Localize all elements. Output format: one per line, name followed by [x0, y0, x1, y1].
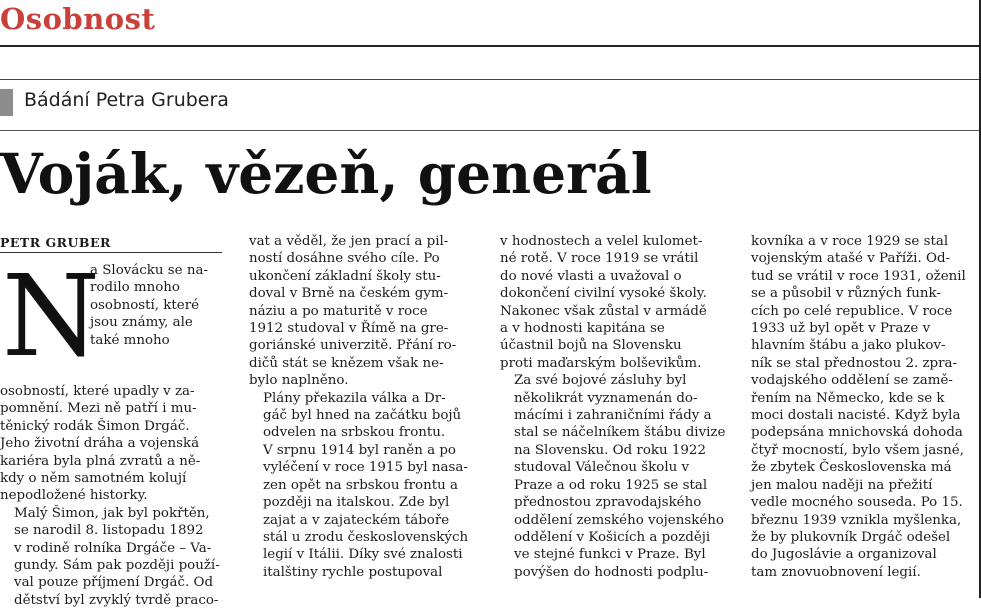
- text-line: stal se náčelníkem štábu divize: [514, 425, 726, 441]
- text-line: těnický rodák Šimon Drgáč.: [0, 418, 190, 434]
- text-line: kovníka a v roce 1929 se stal: [751, 234, 949, 249]
- paragraph-1-rest: [0, 383, 222, 505]
- text-line: zen opět na srbskou frontu a: [263, 477, 458, 493]
- text-line: 1933 už byl opět v Praze v: [751, 321, 931, 337]
- text-line: kdy o něm samotném kolují: [0, 471, 187, 487]
- text-line: osobností, které: [90, 297, 200, 313]
- text-line: a Slovácku se na-: [90, 263, 208, 278]
- text-line: ník se stal přednostou 2. zpra-: [751, 355, 958, 371]
- text-line: dokončení civilní vysoké školy.: [500, 286, 707, 302]
- text-line: březnu 1939 vznikla myšlenka,: [751, 512, 962, 528]
- top-rule: [0, 45, 979, 47]
- text-line: hlavním štábu a jako plukov-: [751, 338, 946, 354]
- text-line: moci dostali nacisté. Když byla: [751, 408, 961, 424]
- text-line: Malý Šimon, jak byl pokřtěn,: [14, 505, 210, 521]
- article-column-2: [249, 233, 471, 581]
- text-line: Praze a od roku 1925 se stal: [514, 477, 708, 493]
- text-line: vojenským atašé v Paříži. Od-: [751, 251, 951, 267]
- text-line: ukončení základní školy stu-: [249, 268, 441, 284]
- section-title: Osobnost: [0, 2, 156, 36]
- article-column-3: [500, 233, 726, 581]
- text-line: pomnění. Mezi ně patří i mu-: [0, 401, 197, 417]
- text-line: dičů stát se knězem však ne-: [249, 355, 444, 371]
- paragraph-6: [500, 372, 726, 581]
- text-line: do Jugoslávie a organizoval: [751, 547, 937, 563]
- text-line: oddělení v Košicích a později: [514, 529, 711, 545]
- rubric-title: Bádání Petra Grubera: [24, 89, 229, 111]
- text-line: proti maďarským bolševikům.: [500, 355, 702, 371]
- text-line: kariéra byla plná zvratů a ně-: [0, 453, 201, 469]
- text-line: vodajského oddělení se zamě-: [751, 373, 953, 389]
- thin-rule: [0, 79, 979, 80]
- text-line: studoval Válečnou školu v: [514, 460, 690, 476]
- text-line: mácími i zahraničními řády a: [514, 408, 712, 424]
- text-line: né rotě. V roce 1919 se vrátil: [500, 251, 699, 267]
- text-line: do nové vlasti a uvažoval o: [500, 268, 682, 284]
- text-line: doval v Brně na českém gym-: [249, 286, 449, 302]
- text-line: že zbytek Československa má: [751, 460, 952, 476]
- article-headline: Voják, vězeň, generál: [0, 141, 652, 206]
- text-line: účastnil bojů na Slovensku: [500, 338, 682, 354]
- text-line: tud se vrátil v roce 1931, oženil: [751, 268, 966, 284]
- text-line: ve stejné funkci v Praze. Byl: [514, 547, 706, 563]
- text-line: několikrát vyznamenán do-: [514, 390, 698, 406]
- text-line: stál u zrodu československých: [263, 529, 469, 545]
- text-line: dětství byl zvyklý tvrdě praco-: [14, 592, 219, 608]
- text-line: italštiny rychle postupoval: [263, 564, 443, 580]
- text-line: v hodnostech a velel kulomet-: [500, 234, 703, 249]
- article-column-4: [751, 233, 973, 581]
- text-line: cích po celé republice. V roce: [751, 303, 953, 319]
- text-line: podepsána mnichovská dohoda: [751, 425, 963, 441]
- text-line: gáč byl hned na začátku bojů: [263, 408, 462, 424]
- text-line: se narodil 8. listopadu 1892: [14, 523, 204, 539]
- text-line: Nakonec však zůstal v armádě: [500, 303, 707, 319]
- text-line: jsou známy, ale: [90, 315, 193, 331]
- text-line: se a působil v různých funk-: [751, 286, 941, 302]
- text-line: oddělení zemského vojenského: [514, 512, 724, 528]
- text-line: náziu a po maturitě v roce: [249, 303, 428, 319]
- text-line: Jeho životní dráha a vojenská: [0, 436, 200, 452]
- text-line: také mnoho: [90, 332, 170, 348]
- text-line: Plány překazila válka a Dr-: [263, 390, 446, 406]
- text-line: v rodině rolníka Drgáče – Va-: [14, 540, 212, 556]
- text-line: a v hodnosti kapitána se: [500, 321, 665, 337]
- text-line: bylo naplněno.: [249, 373, 349, 389]
- text-line: později na italskou. Zde byl: [263, 495, 450, 511]
- headline-rule: [0, 130, 979, 131]
- paragraph-7: [751, 233, 973, 581]
- dropcap-block: [0, 252, 222, 383]
- text-line: osobností, které upadly v za-: [0, 384, 195, 399]
- text-line: čtyř mocností, bylo všem jasné,: [751, 442, 964, 458]
- text-line: rodilo mnoho: [90, 280, 180, 296]
- text-line: val pouze příjmení Drgáč. Od: [14, 575, 214, 591]
- text-line: nepodložené historky.: [0, 488, 148, 504]
- paragraph-2: [0, 505, 222, 609]
- text-line: legií v Itálii. Díky své znalosti: [263, 547, 463, 563]
- paragraph-3: [249, 233, 471, 390]
- text-line: řením na Německo, kde se k: [751, 390, 945, 406]
- text-line: 1912 studoval v Římě na gre-: [249, 321, 449, 337]
- paragraph-4: [249, 390, 471, 581]
- text-line: Za své bojové zásluhy byl: [514, 373, 687, 389]
- text-line: V srpnu 1914 byl raněn a po: [263, 442, 456, 458]
- text-line: povýšen do hodnosti podplu-: [514, 564, 709, 580]
- paragraph-5: [500, 233, 722, 372]
- text-line: jen malou naději na přežití: [751, 477, 933, 493]
- text-line: na Slovensku. Od roku 1922: [514, 442, 706, 458]
- author-byline: PETR GRUBER: [0, 233, 222, 253]
- dropcap-lines: [90, 262, 208, 349]
- text-line: vat a věděl, že jen prací a pil-: [249, 234, 449, 249]
- text-line: gundy. Sám pak později použí-: [14, 558, 220, 574]
- text-line: goriánské univerzitě. Přání ro-: [249, 338, 457, 354]
- text-line: odvelen na srbskou frontu.: [263, 425, 446, 441]
- text-line: zajat a v zajateckém táboře: [263, 512, 450, 528]
- text-line: ností dosáhne svého cíle. Po: [249, 251, 440, 267]
- rubric-bar: [0, 89, 13, 116]
- text-line: vyléčení v roce 1915 byl nasa-: [263, 460, 468, 476]
- text-line: že by plukovník Drgáč odešel: [751, 529, 951, 545]
- dropcap-letter: N: [2, 252, 100, 382]
- text-line: přednostou zpravodajského: [514, 495, 702, 511]
- text-line: vedle mocného souseda. Po 15.: [751, 495, 963, 511]
- text-line: tam znovuobnovení legií.: [751, 564, 921, 580]
- article-column-1: [0, 233, 222, 609]
